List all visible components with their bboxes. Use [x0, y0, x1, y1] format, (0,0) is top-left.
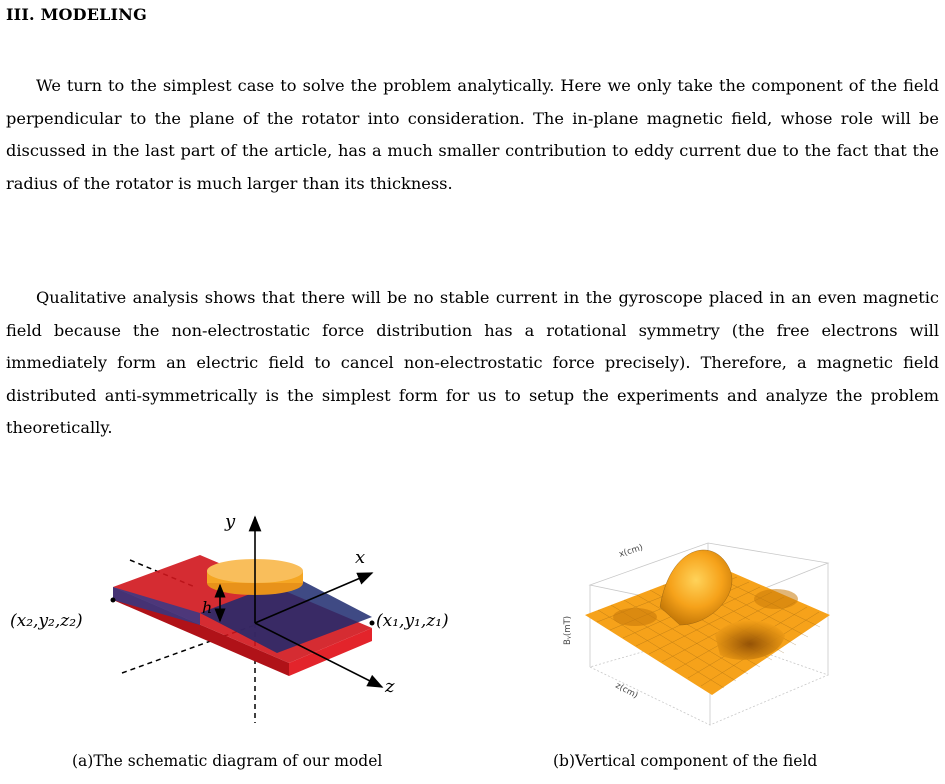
point-right-dot: [370, 621, 375, 626]
paragraph-2-text: Qualitative analysis shows that there will be no stable current in the gyroscope placed in an even magnetic field because the non-electrostatic force distribution has a rotational symmetry (the free electrons will immediately form an electric field to cancel non-electrostatic force precisely). Therefore, a magnetic field distributed anti-symmetrically is the simplest form for us to setup the experiments and analyze the problem theoretically.: [6, 288, 939, 438]
paragraph-1: [6, 70, 939, 200]
height-label: h: [202, 598, 213, 617]
point-left-dot: [111, 598, 116, 603]
surface-shade-right: [754, 589, 798, 609]
figure-b-caption: (b)Vertical component of the field: [553, 752, 818, 770]
section-heading: III. MODELING: [6, 5, 147, 24]
schematic-diagram: [10, 505, 490, 730]
point-right-label: (x₁,y₁,z₁): [376, 611, 449, 631]
x-axis-label: x(cm): [617, 542, 645, 560]
point-left-label: (x₂,y₂,z₂): [10, 611, 83, 631]
figure-b-surface-plot: [540, 515, 940, 735]
paragraph-1-text: We turn to the simplest case to solve the problem analytically. Here we only take the component of the field perpendicular to the plane of the rotator into consideration. The in-plane magnetic field, whose role will be discussed in the last part of the article, has a much smaller contribution to eddy current due to the fact that the radius of the rotator is much larger than its thickness.: [6, 76, 939, 193]
surface-shade-left: [613, 608, 657, 626]
y-axis-label: Bᵧ(mT): [563, 615, 573, 645]
surface-plot: [540, 515, 940, 735]
figure-a-schematic: [10, 505, 490, 730]
z-axis-label: z: [385, 676, 395, 697]
figure-a-caption: (a)The schematic diagram of our model: [72, 752, 383, 770]
y-axis-label: y: [225, 511, 236, 532]
paragraph-2: [6, 282, 939, 445]
z-axis-label: z(cm): [613, 680, 640, 701]
x-axis-label: x: [355, 547, 366, 568]
